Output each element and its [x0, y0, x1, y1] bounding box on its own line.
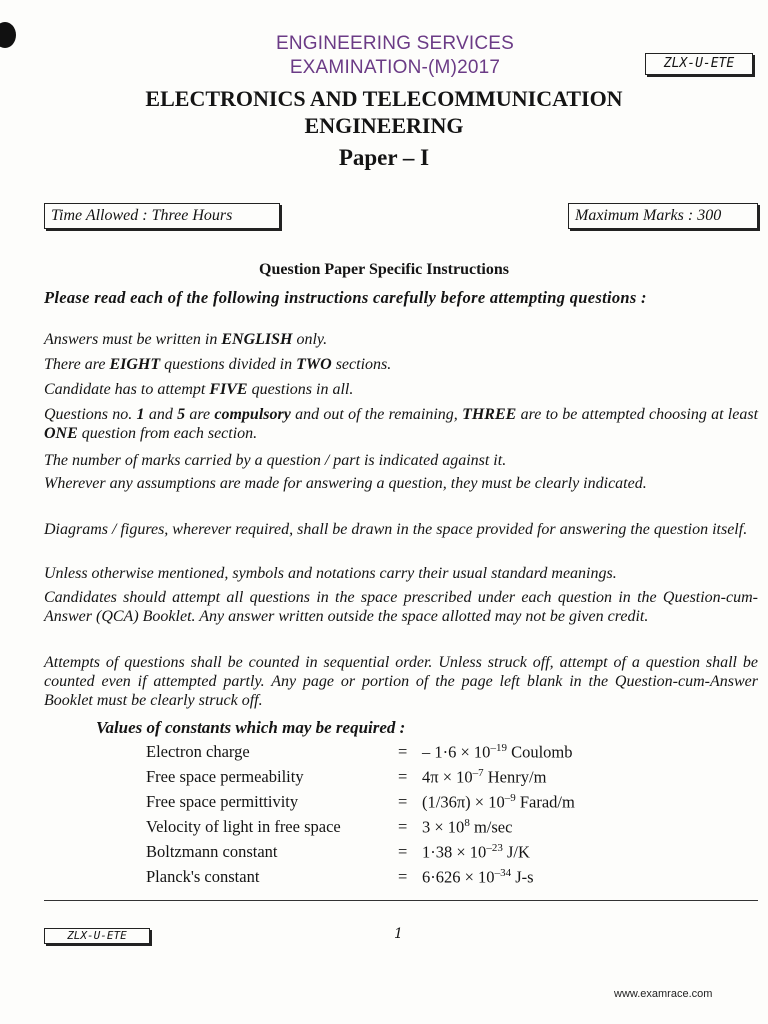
constant-value: $3 \times 10^8$ m/sec: [422, 817, 513, 837]
time-allowed: Time Allowed : Three Hours: [44, 203, 280, 229]
constant-value: $(1/36\pi) \times 10^{-9}$ Farad/m: [422, 792, 575, 812]
constant-row: [146, 867, 746, 891]
please-read: Please read each of the following instructions carefully before attempting questions :: [44, 288, 647, 307]
equals-sign: =: [398, 792, 408, 811]
constant-value: $6\cdot 626 \times 10^{-34}$ J-s: [422, 867, 534, 887]
page-number: 1: [394, 926, 403, 942]
equals-sign: =: [398, 767, 408, 786]
instructions-heading: Question Paper Specific Instructions: [259, 261, 509, 278]
constant-name: Boltzmann constant: [146, 842, 278, 861]
subject-title: ELECTRONICS AND TELECOMMUNICATION: [145, 86, 623, 111]
instruction-item: Questions no. 1 and 5 are compulsory and out of the remaining, THREE are to be attempted choosing at least ONE question from each section.: [44, 406, 759, 442]
instruction-item: Wherever any assumptions are made for answering a question, they must be clearly indicated.: [44, 475, 647, 492]
instruction-item: Candidate has to attempt FIVE questions in all.: [44, 381, 354, 398]
constant-row: [146, 767, 746, 791]
instruction-item: Answers must be written in ENGLISH only.: [44, 331, 328, 348]
instruction-item: Candidates should attempt all questions in the space prescribed under each question in the Question-cum-Answer (QCA) Booklet. Any answer written outside the space allotted may not be given credit.: [44, 589, 758, 625]
constant-name: Electron charge: [146, 742, 250, 761]
exam-stamp-line2: EXAMINATION-(M)2017: [289, 57, 501, 78]
constants-heading: Values of constants which may be required :: [96, 718, 406, 737]
constant-value: – $1\cdot 6 \times 10^{-19}$ Coulomb: [422, 742, 573, 762]
equals-sign: =: [398, 842, 408, 861]
instruction-item: Unless otherwise mentioned, symbols and notations carry their usual standard meanings.: [44, 565, 617, 582]
paper-code: ZLX-U-ETE: [645, 53, 753, 75]
divider: [44, 900, 758, 901]
equals-sign: =: [398, 742, 408, 761]
website-url: www.examrace.com: [614, 988, 713, 1000]
constant-value: $4\pi \times 10^{-7}$ Henry/m: [422, 767, 547, 787]
instruction-item: Attempts of questions shall be counted in sequential order. Unless struck off, attempt of a question shall be counted even if attempted partly. Any page or portion of the page left blank in the Question-cum-Answer Booklet must be clearly struck off.: [44, 654, 758, 709]
maximum-marks: Maximum Marks : 300: [568, 203, 758, 229]
footer-paper-code: ZLX-U-ETE: [44, 928, 150, 944]
exam-stamp-line1: ENGINEERING SERVICES: [275, 33, 515, 54]
constant-name: Velocity of light in free space: [146, 817, 341, 836]
constant-row: [146, 792, 746, 816]
paper-number: Paper – I: [338, 145, 430, 170]
instruction-item: The number of marks carried by a question / part is indicated against it.: [44, 452, 507, 469]
instruction-item: Diagrams / figures, wherever required, shall be drawn in the space provided for answering the question itself.: [44, 521, 748, 538]
equals-sign: =: [398, 867, 408, 886]
subject-title-line2: ENGINEERING: [304, 113, 464, 138]
constant-value: $1\cdot 38 \times 10^{-23}$ J/K: [422, 842, 530, 862]
constant-name: Free space permeability: [146, 767, 304, 786]
equals-sign: =: [398, 817, 408, 836]
instruction-item: There are EIGHT questions divided in TWO sections.: [44, 356, 392, 373]
constant-row: [146, 842, 746, 866]
punch-hole: [0, 22, 16, 48]
constant-name: Planck's constant: [146, 867, 260, 886]
constant-row: [146, 817, 746, 841]
constant-name: Free space permittivity: [146, 792, 299, 811]
constant-row: [146, 742, 746, 766]
